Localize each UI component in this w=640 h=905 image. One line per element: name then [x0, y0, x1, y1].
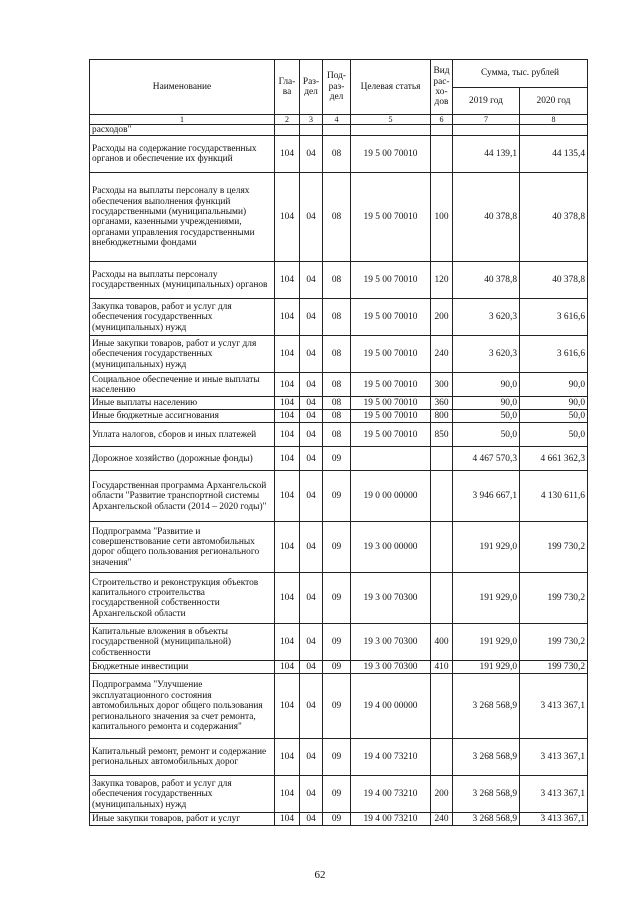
row-glava: 104 — [275, 674, 300, 739]
row-podrazdel: 09 — [323, 813, 351, 826]
row-podrazdel: 09 — [323, 522, 351, 573]
row-razdel: 04 — [300, 173, 323, 262]
table-row — [90, 624, 588, 661]
row-expense-type: 120 — [431, 262, 453, 299]
header-2020: 2020 год — [520, 88, 588, 115]
row-glava: 104 — [275, 299, 300, 336]
row-expense-type: 100 — [431, 173, 453, 262]
row-sum-2019: 3 268 568,9 — [453, 813, 520, 826]
row-name: Строительство и реконструкция объектов капитального строительства государственной собственности Архангельской области — [90, 573, 275, 624]
budget-table — [89, 59, 588, 826]
row-razdel: 04 — [300, 471, 323, 522]
row-razdel: 04 — [300, 262, 323, 299]
row-sum-2019: 191 929,0 — [453, 573, 520, 624]
row-sum-2019: 3 268 568,9 — [453, 739, 520, 776]
row-sum-2019: 191 929,0 — [453, 624, 520, 661]
row-glava: 104 — [275, 173, 300, 262]
row-glava: 104 — [275, 573, 300, 624]
row-sum-2019: 90,0 — [453, 397, 520, 410]
table-row — [90, 423, 588, 447]
row-name: Бюджетные инвестиции — [90, 661, 275, 674]
row-razdel: 04 — [300, 136, 323, 173]
row-glava: 104 — [275, 410, 300, 423]
header-glava: Гла-ва — [275, 60, 300, 115]
row-sum-2019: 3 268 568,9 — [453, 776, 520, 813]
row-sum-2020: 90,0 — [520, 397, 588, 410]
row-sum-2020: 50,0 — [520, 423, 588, 447]
row-sum-2020: 4 661 362,3 — [520, 447, 588, 471]
row-razdel: 04 — [300, 373, 323, 397]
row-glava: 104 — [275, 423, 300, 447]
row-target-article: 19 5 00 70010 — [351, 423, 431, 447]
row-name: Закупка товаров, работ и услуг для обеспечения государственных (муниципальных) нужд — [90, 299, 275, 336]
row-razdel: 04 — [300, 397, 323, 410]
row-target-article: 19 3 00 70300 — [351, 573, 431, 624]
row-podrazdel: 08 — [323, 336, 351, 373]
row-glava: 104 — [275, 136, 300, 173]
row-podrazdel: 09 — [323, 739, 351, 776]
row-name: Подпрограмма "Развитие и совершенствование сети автомобильных дорог общего пользования регионального значения" — [90, 522, 275, 573]
table-row — [90, 471, 588, 522]
row-target-article: 19 5 00 70010 — [351, 373, 431, 397]
index-cell: 3 — [300, 115, 323, 125]
row-glava: 104 — [275, 739, 300, 776]
row-sum-2019: 4 467 570,3 — [453, 447, 520, 471]
row-expense-type — [431, 739, 453, 776]
row-podrazdel: 08 — [323, 262, 351, 299]
row-glava: 104 — [275, 522, 300, 573]
row-target-article: 19 5 00 70010 — [351, 397, 431, 410]
row-name: Расходы на выплаты персоналу в целях обеспечения выполнения функций государственными (муниципальными) органами, казенными учреждениями, органами управления государственными внебюджетными фондами — [90, 173, 275, 262]
index-cell: 8 — [520, 115, 588, 125]
table-row — [90, 336, 588, 373]
row-name: Социальное обеспечение и иные выплаты населению — [90, 373, 275, 397]
row-glava: 104 — [275, 813, 300, 826]
row-podrazdel: 09 — [323, 674, 351, 739]
page-number: 62 — [314, 869, 326, 881]
row-target-article: 19 5 00 70010 — [351, 262, 431, 299]
carry-over-text: расходов" — [90, 125, 275, 136]
row-razdel: 04 — [300, 776, 323, 813]
row-name: Иные закупки товаров, работ и услуг — [90, 813, 275, 826]
row-target-article: 19 3 00 70300 — [351, 624, 431, 661]
row-razdel: 04 — [300, 813, 323, 826]
row-expense-type: 300 — [431, 373, 453, 397]
row-razdel: 04 — [300, 336, 323, 373]
row-expense-type — [431, 471, 453, 522]
row-podrazdel: 08 — [323, 299, 351, 336]
row-sum-2019: 40 378,8 — [453, 262, 520, 299]
row-podrazdel: 08 — [323, 397, 351, 410]
row-podrazdel: 08 — [323, 173, 351, 262]
table-row — [90, 173, 588, 262]
row-expense-type — [431, 674, 453, 739]
row-sum-2020: 3 413 367,1 — [520, 674, 588, 739]
row-podrazdel: 08 — [323, 410, 351, 423]
row-razdel: 04 — [300, 410, 323, 423]
table-row — [90, 522, 588, 573]
row-expense-type — [431, 522, 453, 573]
table-row — [90, 299, 588, 336]
header-2019: 2019 год — [453, 88, 520, 115]
row-glava: 104 — [275, 262, 300, 299]
header-razdel: Раз-дел — [300, 60, 323, 115]
row-sum-2020: 199 730,2 — [520, 573, 588, 624]
row-razdel: 04 — [300, 447, 323, 471]
row-expense-type: 240 — [431, 336, 453, 373]
row-expense-type: 200 — [431, 776, 453, 813]
index-cell: 7 — [453, 115, 520, 125]
row-expense-type — [431, 447, 453, 471]
row-razdel: 04 — [300, 423, 323, 447]
row-sum-2019: 191 929,0 — [453, 522, 520, 573]
row-sum-2020: 50,0 — [520, 410, 588, 423]
index-cell: 1 — [90, 115, 275, 125]
row-podrazdel: 09 — [323, 447, 351, 471]
row-podrazdel: 08 — [323, 423, 351, 447]
row-sum-2020: 3 616,6 — [520, 299, 588, 336]
row-podrazdel: 08 — [323, 373, 351, 397]
row-razdel: 04 — [300, 522, 323, 573]
table-row — [90, 262, 588, 299]
index-cell: 4 — [323, 115, 351, 125]
row-target-article: 19 5 00 70010 — [351, 299, 431, 336]
table-row — [90, 674, 588, 739]
table-row — [90, 776, 588, 813]
row-target-article: 19 4 00 00000 — [351, 674, 431, 739]
row-name: Государственная программа Архангельской области "Развитие транспортной системы Архангельской области (2014 – 2020 годы)" — [90, 471, 275, 522]
row-expense-type: 400 — [431, 624, 453, 661]
index-cell: 5 — [351, 115, 431, 125]
row-glava: 104 — [275, 447, 300, 471]
row-podrazdel: 09 — [323, 573, 351, 624]
row-expense-type — [431, 573, 453, 624]
row-glava: 104 — [275, 624, 300, 661]
row-sum-2020: 3 413 367,1 — [520, 813, 588, 826]
row-target-article: 19 4 00 73210 — [351, 776, 431, 813]
row-glava: 104 — [275, 373, 300, 397]
table-row — [90, 397, 588, 410]
row-glava: 104 — [275, 776, 300, 813]
row-name: Дорожное хозяйство (дорожные фонды) — [90, 447, 275, 471]
table-row — [90, 661, 588, 674]
row-expense-type: 360 — [431, 397, 453, 410]
row-sum-2020: 4 130 611,6 — [520, 471, 588, 522]
row-target-article: 19 4 00 73210 — [351, 739, 431, 776]
table-row — [90, 573, 588, 624]
row-target-article: 19 3 00 70300 — [351, 661, 431, 674]
row-target-article: 19 5 00 70010 — [351, 336, 431, 373]
table-row — [90, 410, 588, 423]
row-sum-2019: 191 929,0 — [453, 661, 520, 674]
row-sum-2020: 3 616,6 — [520, 336, 588, 373]
row-sum-2020: 199 730,2 — [520, 661, 588, 674]
row-razdel: 04 — [300, 674, 323, 739]
index-cell: 2 — [275, 115, 300, 125]
row-target-article — [351, 447, 431, 471]
row-razdel: 04 — [300, 661, 323, 674]
index-cell: 6 — [431, 115, 453, 125]
row-sum-2019: 3 620,3 — [453, 336, 520, 373]
row-name: Подпрограмма "Улучшение эксплуатационного состояния автомобильных дорог общего пользования регионального значения за счет ремонта, капитального ремонта и содержания" — [90, 674, 275, 739]
row-name: Капитальный ремонт, ремонт и содержание региональных автомобильных дорог — [90, 739, 275, 776]
row-target-article: 19 4 00 73210 — [351, 813, 431, 826]
row-name: Капитальные вложения в объекты государственной (муниципальной) собственности — [90, 624, 275, 661]
row-sum-2019: 50,0 — [453, 423, 520, 447]
row-expense-type: 200 — [431, 299, 453, 336]
header-podrazdel: Под-раз-дел — [323, 60, 351, 115]
row-sum-2019: 44 139,1 — [453, 136, 520, 173]
row-razdel: 04 — [300, 624, 323, 661]
header-sum: Сумма, тыс. рублей — [453, 60, 588, 88]
row-sum-2020: 40 378,8 — [520, 262, 588, 299]
table-row — [90, 813, 588, 826]
row-name: Закупка товаров, работ и услуг для обеспечения государственных (муниципальных) нужд — [90, 776, 275, 813]
row-razdel: 04 — [300, 299, 323, 336]
row-sum-2020: 199 730,2 — [520, 522, 588, 573]
row-name: Расходы на содержание государственных органов и обеспечение их функций — [90, 136, 275, 173]
row-expense-type: 850 — [431, 423, 453, 447]
row-expense-type — [431, 136, 453, 173]
row-razdel: 04 — [300, 573, 323, 624]
header-name: Наименование — [90, 60, 275, 115]
row-name: Расходы на выплаты персоналу государственных (муниципальных) органов — [90, 262, 275, 299]
row-name: Уплата налогов, сборов и иных платежей — [90, 423, 275, 447]
row-sum-2020: 199 730,2 — [520, 624, 588, 661]
table-row — [90, 447, 588, 471]
row-glava: 104 — [275, 336, 300, 373]
table-row — [90, 739, 588, 776]
row-glava: 104 — [275, 471, 300, 522]
row-sum-2020: 3 413 367,1 — [520, 776, 588, 813]
row-sum-2020: 3 413 367,1 — [520, 739, 588, 776]
row-sum-2019: 50,0 — [453, 410, 520, 423]
row-sum-2020: 90,0 — [520, 373, 588, 397]
row-expense-type: 410 — [431, 661, 453, 674]
row-podrazdel: 08 — [323, 136, 351, 173]
row-glava: 104 — [275, 397, 300, 410]
row-sum-2019: 40 378,8 — [453, 173, 520, 262]
row-target-article: 19 0 00 00000 — [351, 471, 431, 522]
row-razdel: 04 — [300, 739, 323, 776]
header-vid: Вид рас-хо-дов — [431, 60, 453, 115]
row-sum-2019: 3 946 667,1 — [453, 471, 520, 522]
row-sum-2019: 3 620,3 — [453, 299, 520, 336]
row-name: Иные закупки товаров, работ и услуг для обеспечения государственных (муниципальных) нужд — [90, 336, 275, 373]
row-name: Иные бюджетные ассигнования — [90, 410, 275, 423]
table-row — [90, 136, 588, 173]
row-glava: 104 — [275, 661, 300, 674]
row-expense-type: 800 — [431, 410, 453, 423]
row-podrazdel: 09 — [323, 661, 351, 674]
row-sum-2019: 3 268 568,9 — [453, 674, 520, 739]
row-target-article: 19 5 00 70010 — [351, 410, 431, 423]
row-target-article: 19 5 00 70010 — [351, 173, 431, 262]
row-sum-2019: 90,0 — [453, 373, 520, 397]
header-target: Целевая статья — [351, 60, 431, 115]
row-sum-2020: 40 378,8 — [520, 173, 588, 262]
row-sum-2020: 44 135,4 — [520, 136, 588, 173]
row-podrazdel: 09 — [323, 776, 351, 813]
row-name: Иные выплаты населению — [90, 397, 275, 410]
row-podrazdel: 09 — [323, 624, 351, 661]
row-podrazdel: 09 — [323, 471, 351, 522]
table-row — [90, 373, 588, 397]
row-target-article: 19 5 00 70010 — [351, 136, 431, 173]
row-target-article: 19 3 00 00000 — [351, 522, 431, 573]
row-expense-type: 240 — [431, 813, 453, 826]
